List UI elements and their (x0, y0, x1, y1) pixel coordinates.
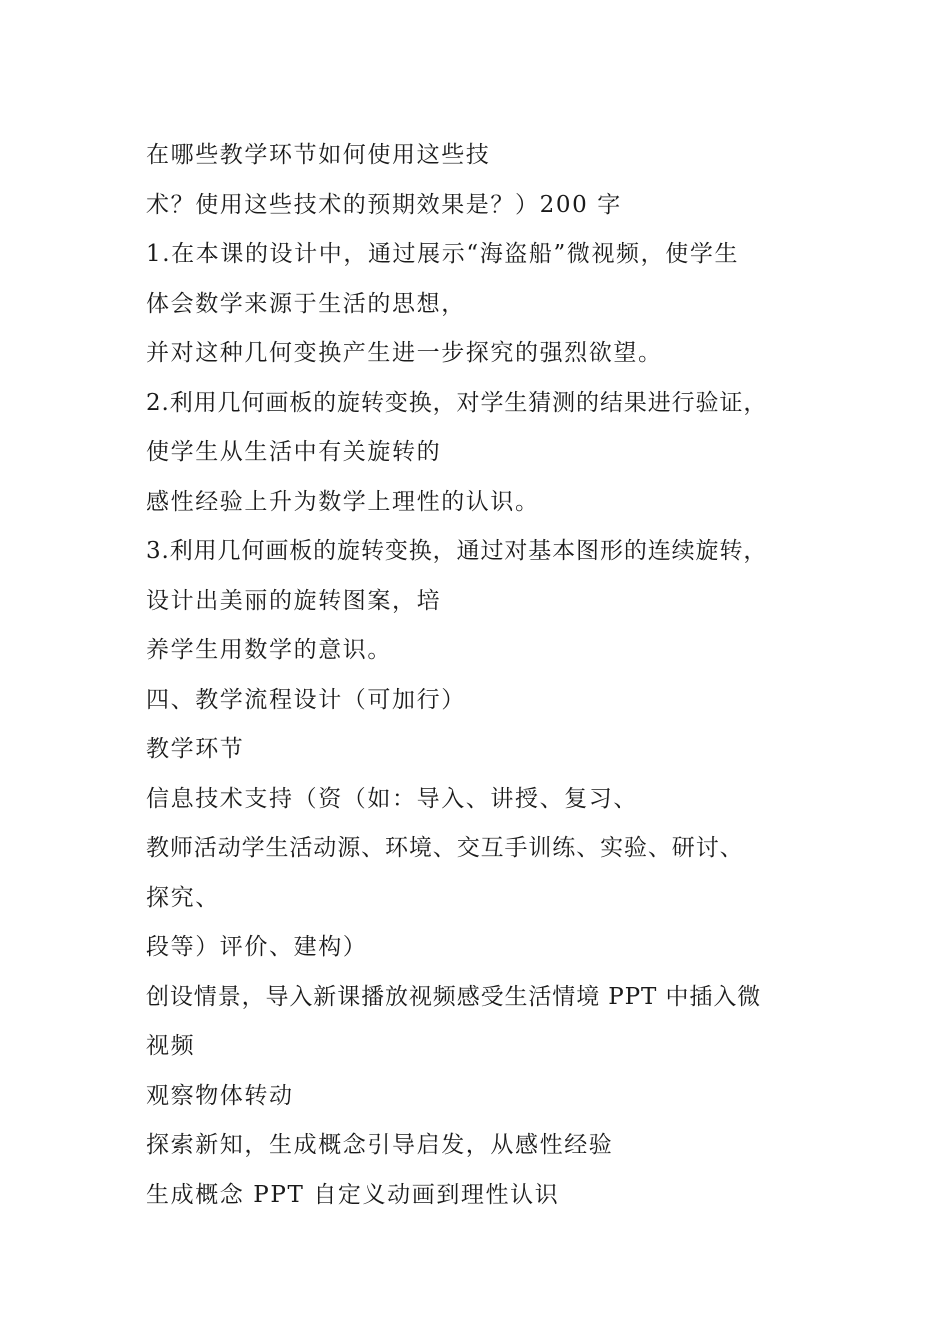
text-line: 使学生从生活中有关旋转的 (146, 439, 442, 465)
text-line: 信息技术支持（资（如：导入、讲授、复习、 (146, 785, 638, 812)
section-heading: 四、教学流程设计（可加行） (146, 686, 466, 713)
text-line: 2.利用几何画板的旋转变换，对学生猜测的结果进行验证， (146, 389, 768, 416)
text-line: 术？使用这些技术的预期效果是？）200 字 (146, 191, 622, 218)
text-line: 探究、 (146, 884, 220, 911)
text-line: 设计出美丽的旋转图案，培 (146, 587, 442, 614)
text-line: 教学环节 (146, 736, 245, 762)
text-line: 创设情景，导入新课播放视频感受生活情境 PPT 中插入微 (146, 983, 762, 1010)
text-line: 视频 (146, 1033, 196, 1059)
text-line: 1.在本课的设计中，通过展示“海盗船”微视频，使学生 (146, 241, 740, 267)
text-line: 体会数学来源于生活的思想， (146, 290, 466, 317)
document-body (146, 131, 846, 1220)
text-line: 观察物体转动 (146, 1082, 294, 1109)
text-line: 教师活动学生活动源、环境、交互手训练、实验、研讨、 (146, 835, 744, 861)
text-line: 养学生用数学的意识。 (146, 637, 392, 663)
text-line: 在哪些教学环节如何使用这些技 (146, 142, 491, 168)
text-line: 感性经验上升为数学上理性的认识。 (146, 488, 540, 515)
text-line: 并对这种几何变换产生进一步探究的强烈欲望。 (146, 340, 663, 366)
text-line: 3.利用几何画板的旋转变换，通过对基本图形的连续旋转， (146, 538, 768, 564)
text-line: 探索新知，生成概念引导启发，从感性经验 (146, 1132, 614, 1158)
text-line: 段等）评价、建构） (146, 934, 368, 960)
text-line: 生成概念 PPT 自定义动画到理性认识 (146, 1181, 560, 1208)
